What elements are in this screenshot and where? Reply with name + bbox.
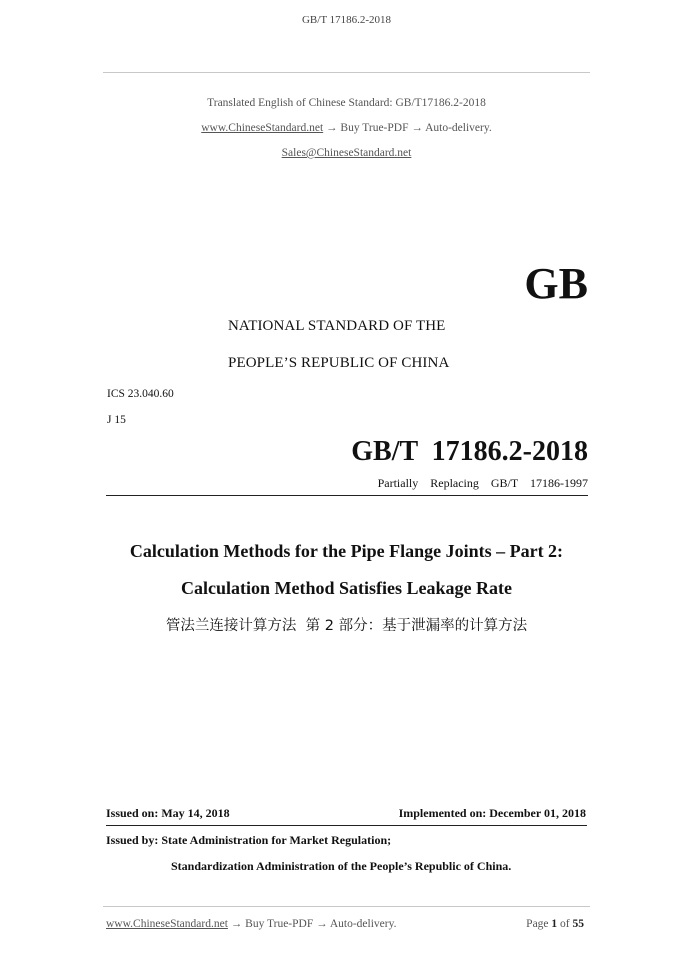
email-line: [0, 147, 693, 159]
running-header: GB/T 17186.2-2018: [301, 14, 392, 26]
issued-by-2: Standardization Administration of the People’s Republic of China.: [171, 859, 512, 873]
implemented-on: Implemented on: December 01, 2018: [398, 806, 586, 820]
page-of: of: [560, 918, 570, 930]
standard-divider: [106, 495, 588, 496]
page-label: Page: [526, 918, 549, 930]
footer-divider: [103, 906, 590, 907]
standard-number: GB/T 17186.2-2018: [351, 436, 588, 467]
ccs-code: J 15: [107, 414, 126, 426]
page-indicator: [526, 918, 584, 930]
website-link[interactable]: www.ChineseStandard.net: [201, 122, 324, 134]
issue-divider: [106, 825, 587, 826]
translation-notice: Translated English of Chinese Standard: GB/T17186.2-2018: [207, 97, 486, 109]
gb-mark: GB: [524, 259, 588, 308]
purchase-line: [0, 122, 693, 134]
title-en-line2: Calculation Method Satisfies Leakage Rate: [181, 578, 512, 598]
title-cn: 管法兰连接计算方法 第 2 部分：基于泄漏率的计算方法: [165, 618, 528, 634]
purchase-text: → Buy True-PDF → Auto-delivery.: [323, 122, 492, 134]
title-en-line1: Calculation Methods for the Pipe Flange Joints – Part 2:: [129, 541, 564, 561]
issued-on: Issued on: May 14, 2018: [106, 806, 230, 820]
footer-purchase-line: [106, 918, 396, 930]
header-divider: [103, 72, 590, 73]
page-total: 55: [572, 918, 584, 930]
sales-email-link[interactable]: Sales@ChineseStandard.net: [281, 147, 412, 159]
replacing-note: Partially Replacing GB/T 17186-1997: [377, 476, 588, 490]
national-standard-line2: PEOPLE’S REPUBLIC OF CHINA: [228, 355, 450, 371]
footer-website-link[interactable]: www.ChineseStandard.net: [106, 918, 228, 930]
national-standard-line1: NATIONAL STANDARD OF THE: [228, 318, 446, 334]
page-current: 1: [551, 918, 558, 930]
ics-code: ICS 23.040.60: [107, 388, 174, 400]
footer-purchase-text: → Buy True-PDF → Auto-delivery.: [227, 918, 397, 930]
issued-by: Issued by: State Administration for Market Regulation;: [106, 833, 392, 847]
